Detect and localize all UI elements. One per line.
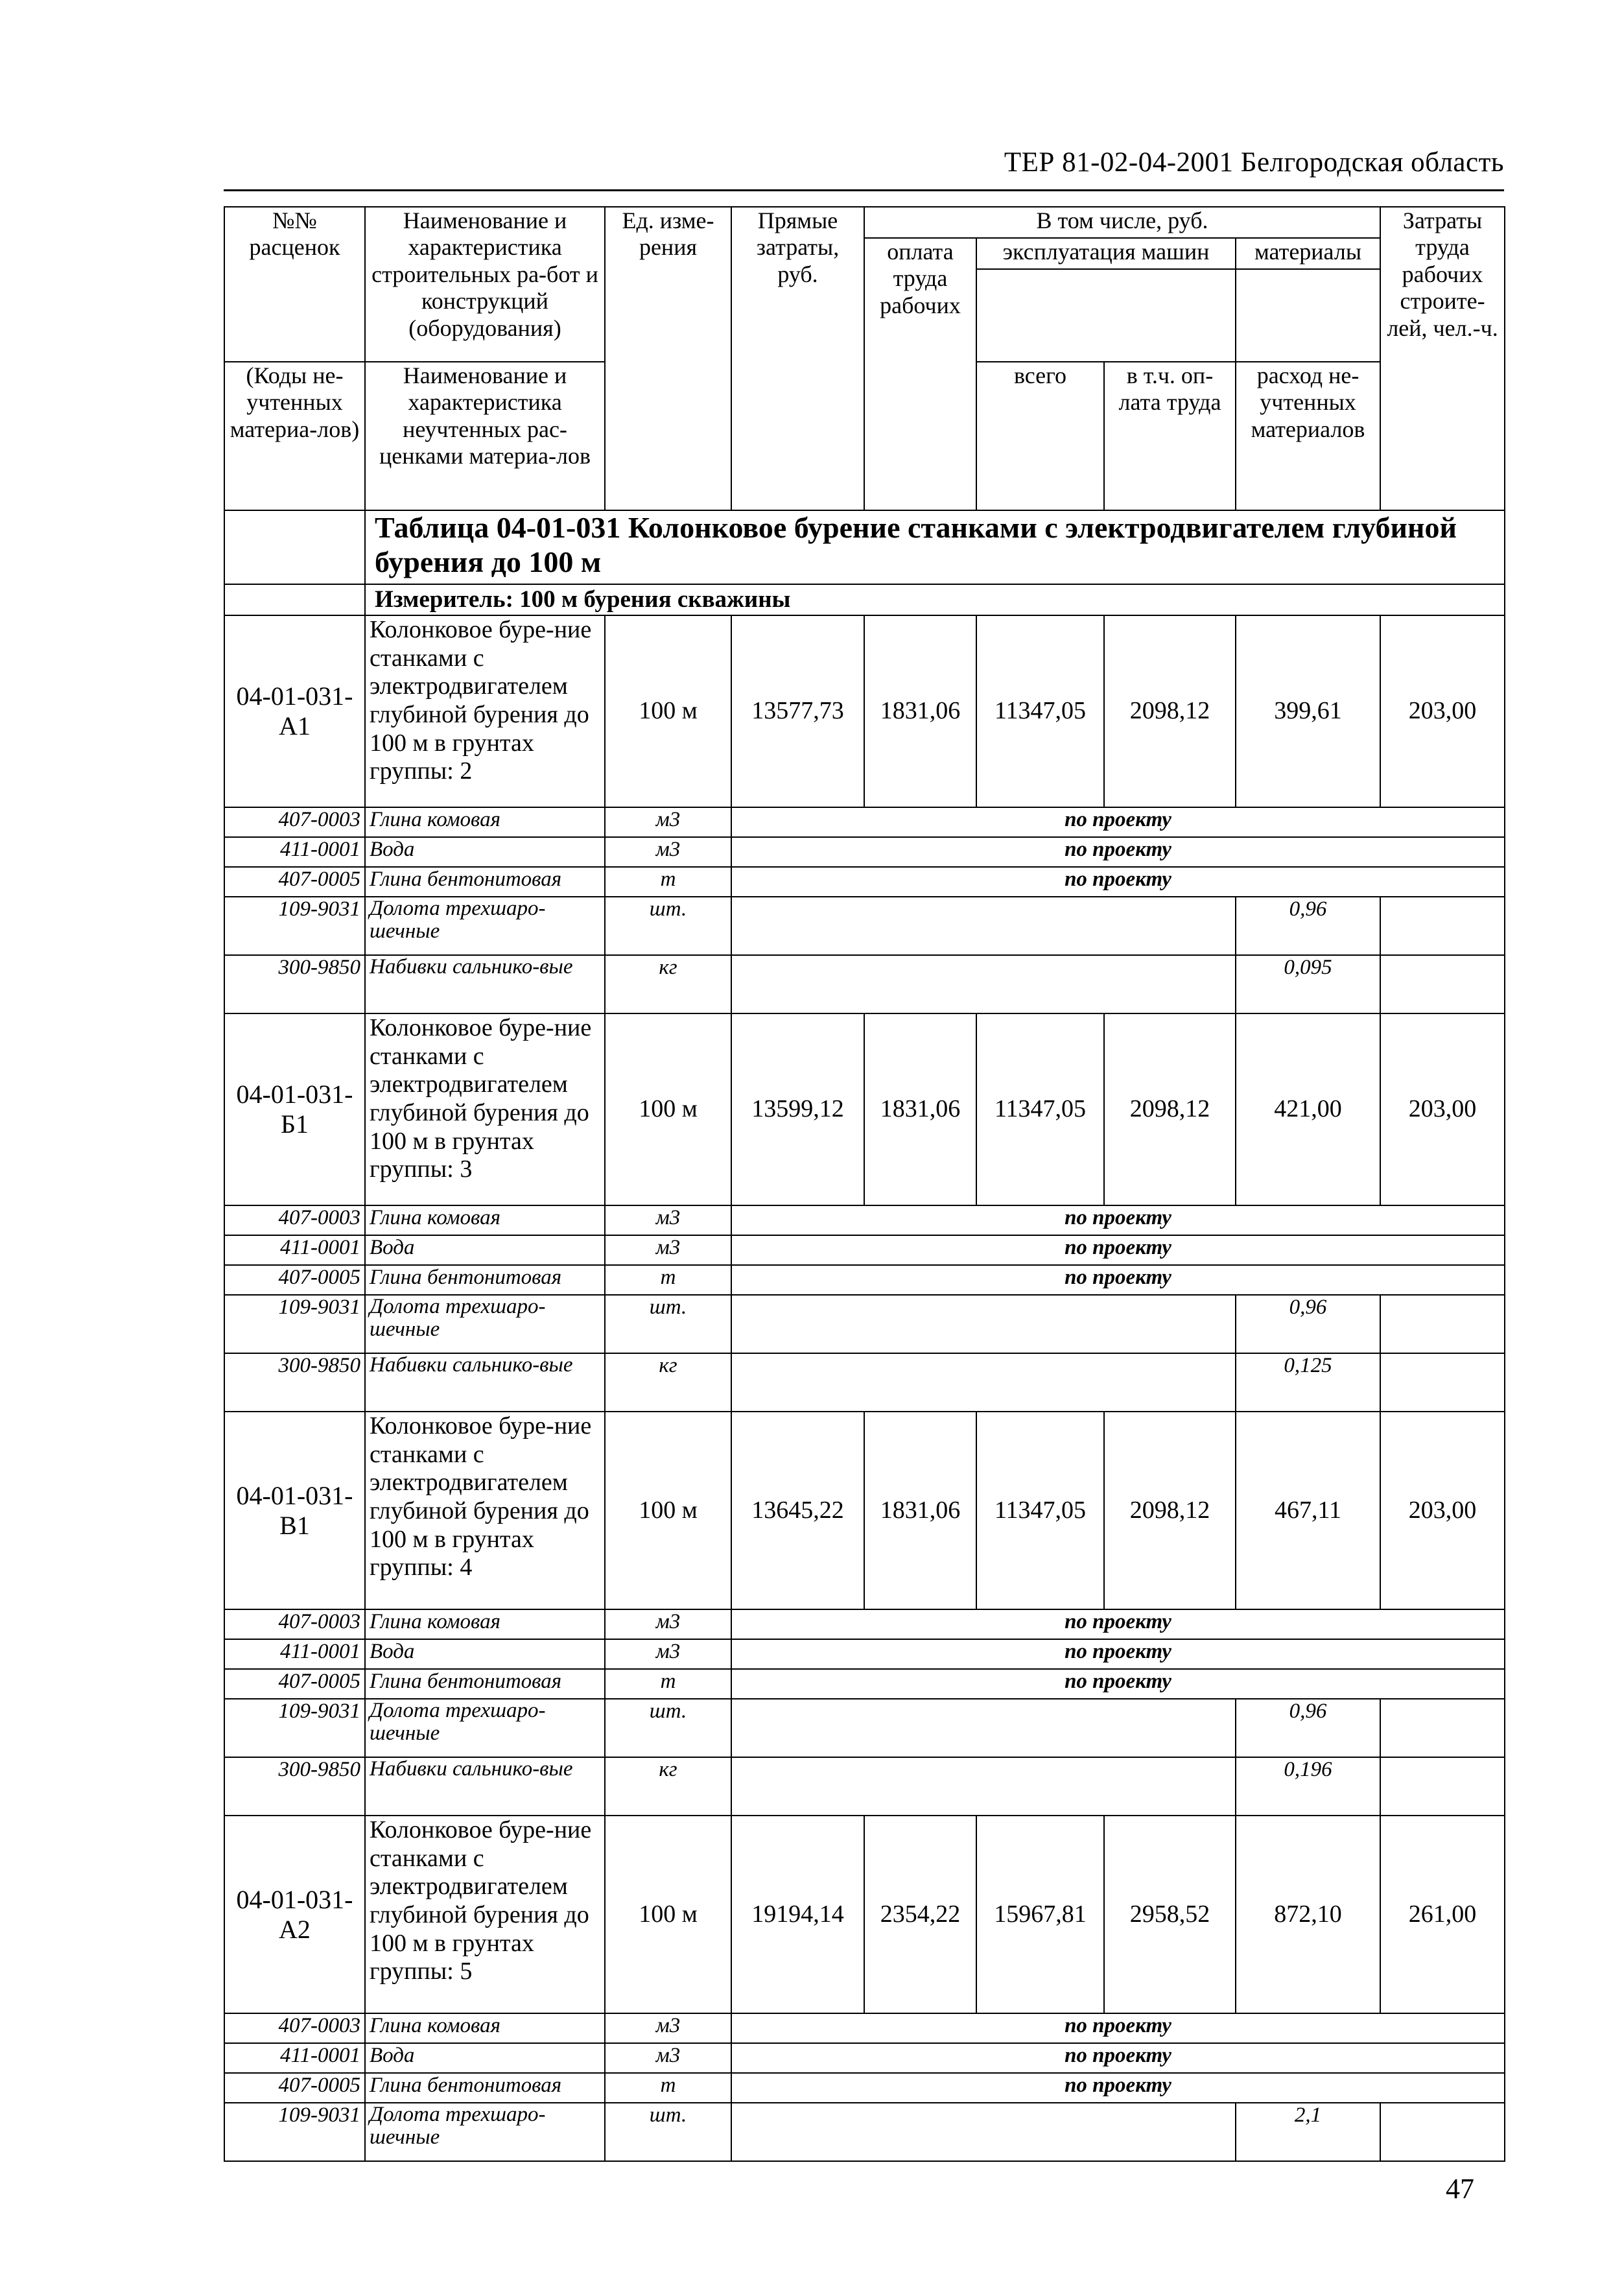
material-consumption: 0,095 (1236, 955, 1380, 1013)
material-blank (1380, 897, 1505, 955)
material-unit: т (605, 2073, 731, 2103)
material-name: Глина бентонитовая (365, 2073, 605, 2103)
material-row (224, 2103, 1505, 2161)
col-header-name-alt: Наименование и характеристика неучтенных рас-ценками материа-лов (365, 362, 605, 510)
material-row (224, 955, 1505, 1013)
material-name: Долота трехшаро-шечные (365, 897, 605, 955)
material-code: 300-9850 (224, 1757, 365, 1816)
rate-machines-wage: 2098,12 (1104, 1412, 1236, 1609)
material-name: Долота трехшаро-шечные (365, 2103, 605, 2161)
material-name: Долота трехшаро-шечные (365, 1699, 605, 1757)
material-name: Вода (365, 1235, 605, 1265)
rate-row (224, 1013, 1505, 1205)
material-row (224, 1265, 1505, 1295)
measure-blank (224, 584, 365, 615)
rate-row (224, 1816, 1505, 2013)
material-code: 109-9031 (224, 897, 365, 955)
rate-name: Колонковое буре-ние станками с электродвигателем глубиной бурения до 100 м в грунтах группы: 4 (365, 1412, 605, 1609)
table-title: Таблица 04-01-031 Колонковое бурение станками с электродвигателем глубиной бурения до 100 м (365, 510, 1505, 584)
material-code: 407-0003 (224, 1205, 365, 1235)
col-header-labor: Затраты труда рабочих строите-лей, чел.-ч. (1380, 207, 1505, 510)
material-row (224, 2043, 1505, 2073)
material-row (224, 1205, 1505, 1235)
material-unit: м3 (605, 1639, 731, 1669)
material-row (224, 2013, 1505, 2043)
rate-direct-cost: 13577,73 (731, 615, 864, 807)
material-blank (731, 897, 1236, 955)
material-unit: м3 (605, 2043, 731, 2073)
material-code: 407-0005 (224, 867, 365, 897)
material-blank (1380, 2103, 1505, 2161)
rate-row (224, 1412, 1505, 1609)
rate-unit: 100 м (605, 1013, 731, 1205)
material-name: Глина комовая (365, 1609, 605, 1639)
material-unit: м3 (605, 837, 731, 867)
rate-labor: 203,00 (1380, 1013, 1505, 1205)
rate-name: Колонковое буре-ние станками с электродвигателем глубиной бурения до 100 м в грунтах группы: 2 (365, 615, 605, 807)
col-header-mach-total: всего (976, 362, 1104, 510)
col-header-incl: В том числе, руб. (864, 207, 1380, 238)
material-blank (731, 955, 1236, 1013)
material-blank (1380, 1353, 1505, 1412)
material-unit: шт. (605, 897, 731, 955)
rate-materials: 467,11 (1236, 1412, 1380, 1609)
material-code: 407-0003 (224, 807, 365, 837)
material-consumption: 0,96 (1236, 897, 1380, 955)
page-number: 47 (1446, 2173, 1474, 2205)
material-by-project: по проекту (731, 867, 1505, 897)
material-unit: м3 (605, 807, 731, 837)
rate-materials: 872,10 (1236, 1816, 1380, 2013)
col-header-mach-wage: в т.ч. оп-лата труда (1104, 362, 1236, 510)
rate-machines-total: 11347,05 (976, 1412, 1104, 1609)
material-name: Глина бентонитовая (365, 1669, 605, 1699)
material-unit: м3 (605, 1235, 731, 1265)
rate-labor: 261,00 (1380, 1816, 1505, 2013)
rate-unit: 100 м (605, 1412, 731, 1609)
material-name: Глина комовая (365, 1205, 605, 1235)
material-name: Набивки сальнико-вые (365, 955, 605, 1013)
material-code: 300-9850 (224, 1353, 365, 1412)
rate-name: Колонковое буре-ние станками с электродвигателем глубиной бурения до 100 м в грунтах группы: 3 (365, 1013, 605, 1205)
material-code: 407-0005 (224, 1669, 365, 1699)
material-name: Глина комовая (365, 807, 605, 837)
rate-code: 04-01-031-А2 (224, 1816, 365, 2013)
material-unit: кг (605, 955, 731, 1013)
material-row (224, 1353, 1505, 1412)
material-unit: кг (605, 1353, 731, 1412)
material-consumption: 0,96 (1236, 1295, 1380, 1353)
material-by-project: по проекту (731, 2073, 1505, 2103)
material-code: 411-0001 (224, 1639, 365, 1669)
material-blank (731, 1757, 1236, 1816)
material-row (224, 837, 1505, 867)
rate-unit: 100 м (605, 1816, 731, 2013)
document-header: ТЕР 81-02-04-2001 Белгородская область (1004, 147, 1504, 178)
rate-wage: 1831,06 (864, 615, 976, 807)
rate-materials: 421,00 (1236, 1013, 1380, 1205)
material-blank (731, 1353, 1236, 1412)
material-row (224, 897, 1505, 955)
col-header-name: Наименование и характеристика строительных ра-бот и конструкций (оборудования) (365, 207, 605, 362)
rate-wage: 1831,06 (864, 1412, 976, 1609)
material-row (224, 807, 1505, 837)
material-unit: м3 (605, 1609, 731, 1639)
material-blank (1380, 1699, 1505, 1757)
material-by-project: по проекту (731, 1609, 1505, 1639)
rate-code: 04-01-031-А1 (224, 615, 365, 807)
rate-direct-cost: 13645,22 (731, 1412, 864, 1609)
material-name: Набивки сальнико-вые (365, 1353, 605, 1412)
material-consumption: 2,1 (1236, 2103, 1380, 2161)
material-unit: м3 (605, 1205, 731, 1235)
material-blank (1380, 1757, 1505, 1816)
material-by-project: по проекту (731, 807, 1505, 837)
material-blank (731, 1699, 1236, 1757)
material-by-project: по проекту (731, 1265, 1505, 1295)
material-code: 109-9031 (224, 1699, 365, 1757)
material-by-project: по проекту (731, 837, 1505, 867)
material-by-project: по проекту (731, 1669, 1505, 1699)
rate-direct-cost: 19194,14 (731, 1816, 864, 2013)
material-code: 411-0001 (224, 1235, 365, 1265)
rate-machines-wage: 2098,12 (1104, 615, 1236, 807)
material-by-project: по проекту (731, 2043, 1505, 2073)
material-code: 411-0001 (224, 837, 365, 867)
header-blank (976, 269, 1236, 362)
material-code: 411-0001 (224, 2043, 365, 2073)
measure-unit: Измеритель: 100 м бурения скважины (365, 584, 1505, 615)
material-row (224, 1609, 1505, 1639)
material-name: Набивки сальнико-вые (365, 1757, 605, 1816)
title-blank (224, 510, 365, 584)
material-name: Вода (365, 837, 605, 867)
material-by-project: по проекту (731, 1639, 1505, 1669)
rate-code: 04-01-031-Б1 (224, 1013, 365, 1205)
material-name: Вода (365, 1639, 605, 1669)
rate-machines-wage: 2098,12 (1104, 1013, 1236, 1205)
material-unit: м3 (605, 2013, 731, 2043)
material-row (224, 1235, 1505, 1265)
material-by-project: по проекту (731, 1235, 1505, 1265)
material-code: 407-0005 (224, 1265, 365, 1295)
header-blank (1236, 269, 1380, 362)
rate-labor: 203,00 (1380, 615, 1505, 807)
col-header-mat-cons: расход не-учтенных материалов (1236, 362, 1380, 510)
material-consumption: 0,125 (1236, 1353, 1380, 1412)
header-rule (224, 189, 1504, 191)
material-name: Долота трехшаро-шечные (365, 1295, 605, 1353)
rate-unit: 100 м (605, 615, 731, 807)
col-header-wage: оплата труда рабочих (864, 238, 976, 510)
col-header-code-alt: (Коды не-учтенных материа-лов) (224, 362, 365, 510)
material-name: Глина бентонитовая (365, 867, 605, 897)
material-name: Глина бентонитовая (365, 1265, 605, 1295)
material-consumption: 0,96 (1236, 1699, 1380, 1757)
material-by-project: по проекту (731, 2013, 1505, 2043)
material-blank (1380, 955, 1505, 1013)
col-header-direct: Прямые затраты, руб. (731, 207, 864, 510)
rate-machines-total: 11347,05 (976, 1013, 1104, 1205)
material-code: 407-0005 (224, 2073, 365, 2103)
material-row (224, 2073, 1505, 2103)
rate-machines-wage: 2958,52 (1104, 1816, 1236, 2013)
rate-name: Колонковое буре-ние станками с электродвигателем глубиной бурения до 100 м в грунтах группы: 5 (365, 1816, 605, 2013)
rate-direct-cost: 13599,12 (731, 1013, 864, 1205)
material-row (224, 1699, 1505, 1757)
material-unit: т (605, 1265, 731, 1295)
material-code: 109-9031 (224, 2103, 365, 2161)
material-code: 300-9850 (224, 955, 365, 1013)
material-row (224, 867, 1505, 897)
rate-labor: 203,00 (1380, 1412, 1505, 1609)
material-code: 407-0003 (224, 2013, 365, 2043)
material-unit: шт. (605, 2103, 731, 2161)
material-unit: т (605, 867, 731, 897)
material-unit: шт. (605, 1699, 731, 1757)
col-header-machines: эксплуатация машин (976, 238, 1236, 269)
col-header-unit: Ед. изме-рения (605, 207, 731, 510)
rate-row (224, 615, 1505, 807)
material-code: 109-9031 (224, 1295, 365, 1353)
material-row (224, 1757, 1505, 1816)
col-header-materials: материалы (1236, 238, 1380, 269)
material-blank (731, 1295, 1236, 1353)
material-unit: шт. (605, 1295, 731, 1353)
rate-machines-total: 15967,81 (976, 1816, 1104, 2013)
material-name: Глина комовая (365, 2013, 605, 2043)
material-name: Вода (365, 2043, 605, 2073)
rate-code: 04-01-031-В1 (224, 1412, 365, 1609)
material-unit: т (605, 1669, 731, 1699)
material-blank (1380, 1295, 1505, 1353)
material-row (224, 1669, 1505, 1699)
material-consumption: 0,196 (1236, 1757, 1380, 1816)
rate-materials: 399,61 (1236, 615, 1380, 807)
rate-wage: 2354,22 (864, 1816, 976, 2013)
col-header-code: №№ расценок (224, 207, 365, 362)
material-row (224, 1639, 1505, 1669)
material-row (224, 1295, 1505, 1353)
material-blank (731, 2103, 1236, 2161)
material-code: 407-0003 (224, 1609, 365, 1639)
material-by-project: по проекту (731, 1205, 1505, 1235)
rates-table (224, 206, 1505, 2162)
material-unit: кг (605, 1757, 731, 1816)
rate-machines-total: 11347,05 (976, 615, 1104, 807)
rate-wage: 1831,06 (864, 1013, 976, 1205)
